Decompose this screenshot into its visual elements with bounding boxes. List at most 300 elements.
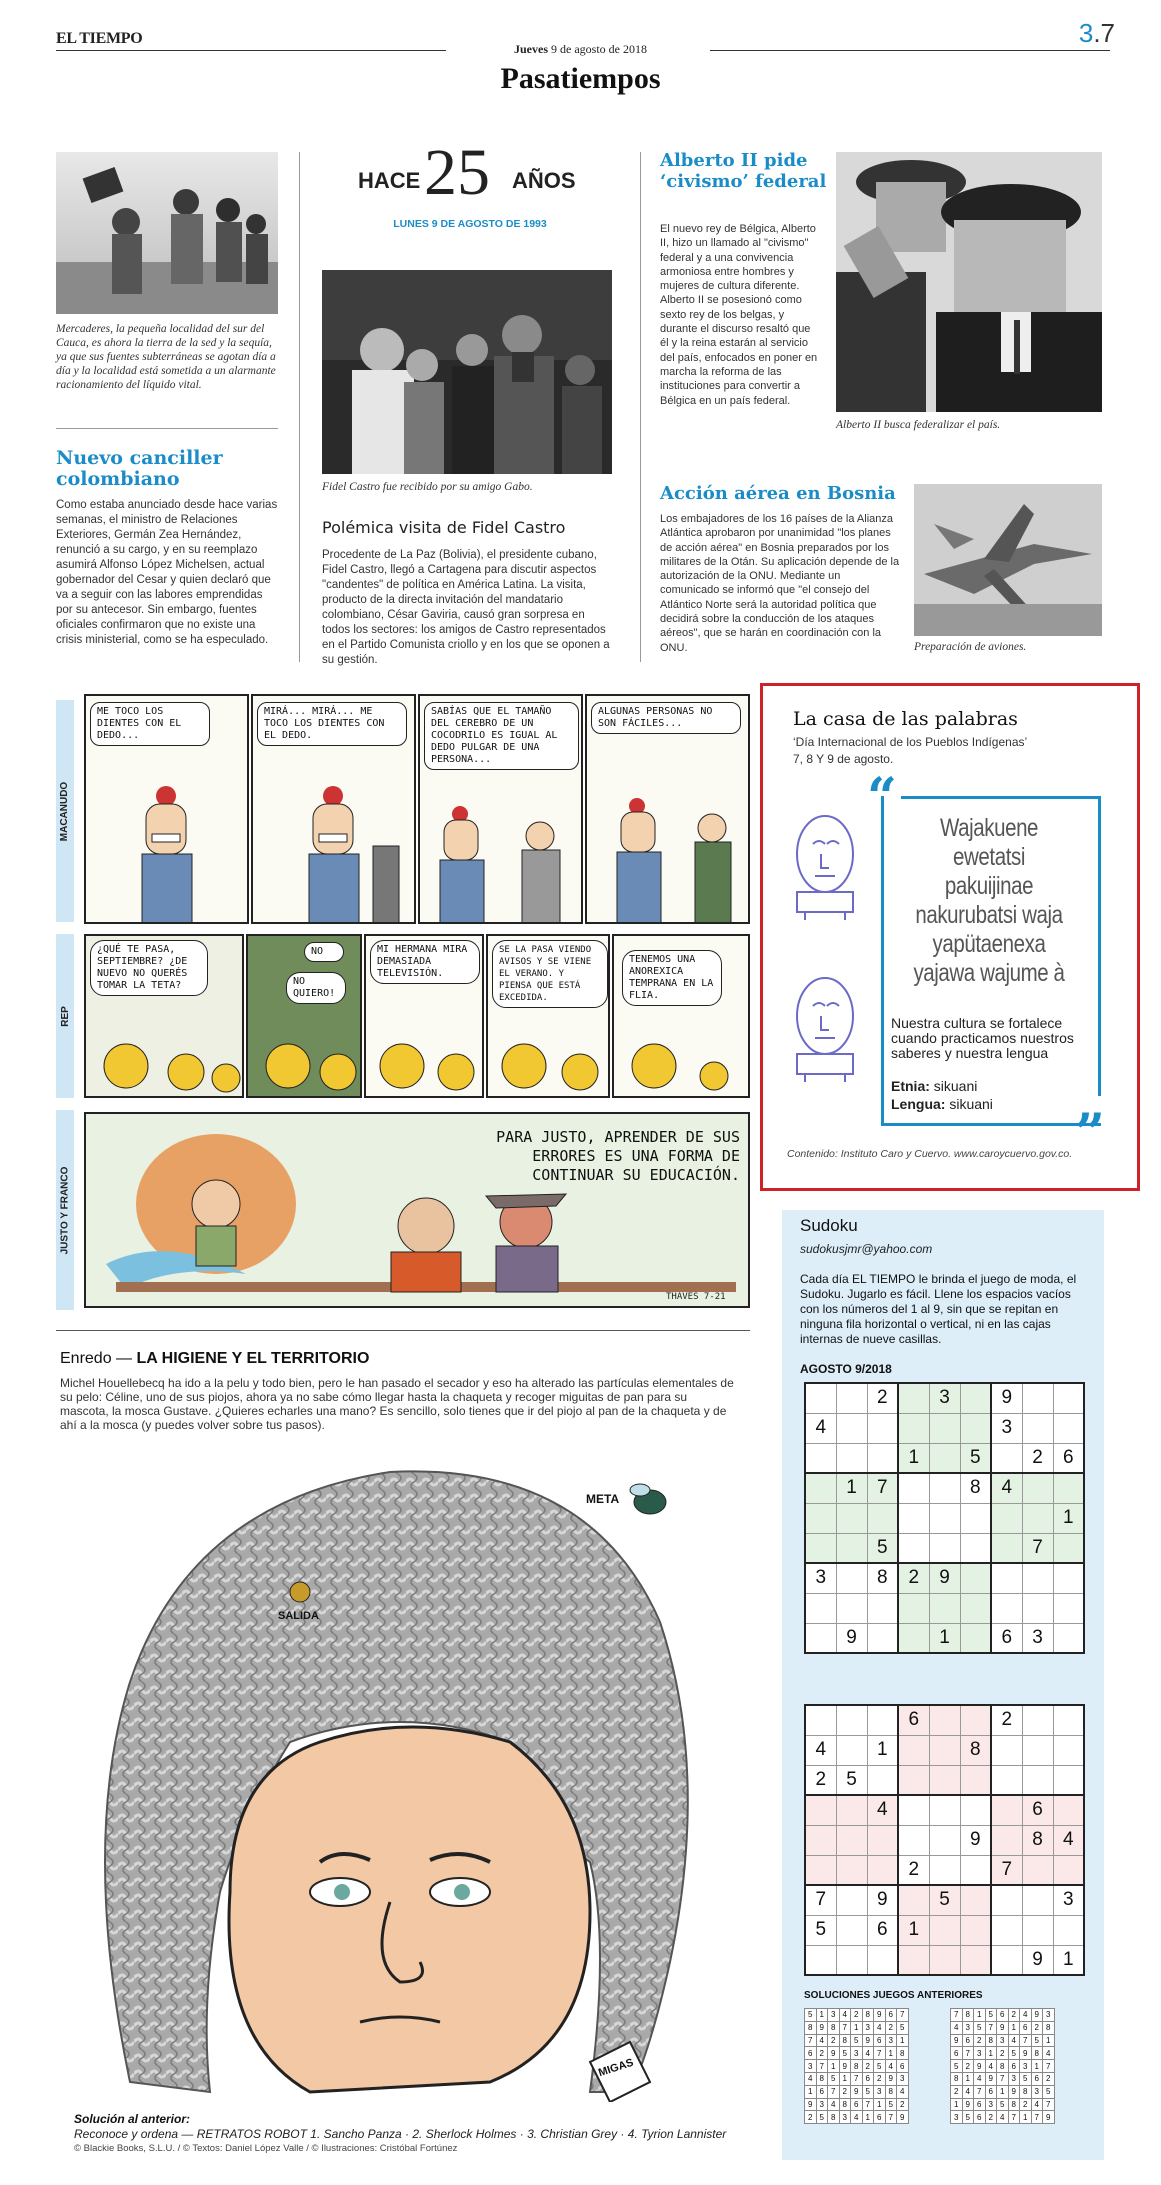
page-number	[1079, 18, 1115, 49]
sudoku-cell[interactable]: 1	[898, 1443, 929, 1473]
solution-cell: 7	[897, 2009, 909, 2022]
bosnia-photo	[914, 484, 1102, 636]
solution-cell: 4	[997, 2111, 1009, 2124]
sudoku-cell[interactable]	[991, 1593, 1022, 1623]
sudoku-cell[interactable]	[1053, 1383, 1084, 1413]
sudoku-cell[interactable]	[960, 1413, 991, 1443]
hace-25-anos	[320, 136, 620, 212]
sudoku-cell[interactable]	[805, 1623, 836, 1653]
sudoku-cell[interactable]	[991, 1915, 1022, 1945]
sudoku-cell[interactable]	[1053, 1765, 1084, 1795]
sudoku-cell[interactable]	[991, 1533, 1022, 1563]
alberto-headline: Alberto II pide ‘civismo’ federal	[660, 150, 827, 192]
sudoku-cell[interactable]: 5	[960, 1443, 991, 1473]
sudoku-cell[interactable]: 5	[805, 1915, 836, 1945]
sudoku-cell[interactable]	[805, 1443, 836, 1473]
sudoku-cell[interactable]: 9	[960, 1825, 991, 1855]
sudoku-cell[interactable]	[960, 1383, 991, 1413]
lengua-label: Lengua:	[891, 1096, 946, 1112]
sudoku-cell[interactable]	[836, 1915, 867, 1945]
sudoku-cell[interactable]	[929, 1473, 960, 1503]
solution-cell: 6	[851, 2098, 863, 2111]
sudoku-cell[interactable]	[991, 1825, 1022, 1855]
sudoku-cell[interactable]: 2	[1022, 1443, 1053, 1473]
solution-cell: 8	[828, 2021, 840, 2034]
solution-cell: 7	[1031, 2111, 1043, 2124]
sudoku-cell[interactable]	[836, 1503, 867, 1533]
sudoku-cell[interactable]	[898, 1503, 929, 1533]
sudoku-cell[interactable]: 5	[836, 1765, 867, 1795]
sudoku-cell[interactable]	[898, 1765, 929, 1795]
sudoku-cell[interactable]	[836, 1735, 867, 1765]
sudoku-cell[interactable]	[991, 1503, 1022, 1533]
sudoku-cell[interactable]	[1053, 1533, 1084, 1563]
sudoku-cell[interactable]	[929, 1765, 960, 1795]
sudoku-cell[interactable]	[1053, 1705, 1084, 1735]
solution-cell: 7	[985, 2021, 997, 2034]
solution-cell: 3	[805, 2060, 817, 2073]
solution-cell: 7	[839, 2021, 851, 2034]
solution-cell: 1	[1031, 2060, 1043, 2073]
solution-cell: 5	[951, 2060, 963, 2073]
macanudo-label-bar	[56, 700, 74, 922]
solution-cell: 4	[974, 2072, 986, 2085]
sudoku-cell[interactable]: 3	[1022, 1623, 1053, 1653]
sudoku-cell[interactable]: 1	[1053, 1945, 1084, 1975]
sudoku-cell[interactable]	[960, 1855, 991, 1885]
sudoku-cell[interactable]	[991, 1945, 1022, 1975]
solution-cell: 9	[885, 2072, 897, 2085]
solution-cell-row	[805, 2034, 909, 2047]
sudoku-cell[interactable]	[1053, 1855, 1084, 1885]
sudoku-cell[interactable]	[929, 1593, 960, 1623]
sudoku-cell[interactable]	[805, 1825, 836, 1855]
sudoku-cell[interactable]	[1022, 1473, 1053, 1503]
solution-cell: 8	[839, 2098, 851, 2111]
sudoku-cell[interactable]: 3	[929, 1383, 960, 1413]
solution-cell: 2	[805, 2111, 817, 2124]
sudoku-cell[interactable]	[898, 1413, 929, 1443]
solution-cell-row	[951, 2060, 1055, 2073]
solution-cell: 3	[985, 2098, 997, 2111]
maze-illustration	[70, 1442, 710, 2102]
sudoku-grid-2[interactable]	[804, 1704, 1085, 1976]
sudoku-cell[interactable]: 9	[929, 1563, 960, 1593]
sudoku-cell[interactable]	[929, 1855, 960, 1885]
sudoku-cell[interactable]	[929, 1443, 960, 1473]
sudoku-cell[interactable]	[1022, 1765, 1053, 1795]
solution-cell: 2	[1043, 2072, 1055, 2085]
sudoku-cell[interactable]	[836, 1563, 867, 1593]
hace-date: LUNES 9 DE AGOSTO DE 1993	[393, 218, 547, 230]
macanudo-bubble-4: ALGUNAS PERSONAS NO SON FÁCILES...	[591, 702, 741, 734]
sudoku-cell[interactable]	[991, 1765, 1022, 1795]
solution-cell: 9	[1020, 2047, 1032, 2060]
sudoku-cell[interactable]	[1053, 1915, 1084, 1945]
enredo-top-rule	[56, 1330, 750, 1331]
sudoku-cell[interactable]	[1053, 1473, 1084, 1503]
left-divider	[56, 428, 278, 429]
solution-cell: 9	[805, 2098, 817, 2111]
solution-cell: 5	[862, 2085, 874, 2098]
sudoku-cell[interactable]: 1	[898, 1915, 929, 1945]
sudoku-cell[interactable]: 4	[805, 1413, 836, 1443]
rep-bubble-5: SE LA PASA VIENDO AVISOS Y SE VIENE EL VERANO. Y PIENSA QUE ESTÁ EXCEDIDA.	[492, 940, 608, 1008]
solution-cell: 6	[1031, 2072, 1043, 2085]
sudoku-cell[interactable]: 7	[867, 1473, 898, 1503]
sudoku-cell[interactable]	[898, 1533, 929, 1563]
sudoku-cell[interactable]	[805, 1383, 836, 1413]
bosnia-headline: Acción aérea en Bosnia	[660, 483, 896, 504]
rep-characters-2	[248, 1022, 362, 1098]
sudoku-cell[interactable]	[929, 1915, 960, 1945]
sudoku-cell[interactable]	[1022, 1705, 1053, 1735]
sudoku-cell[interactable]	[1022, 1915, 1053, 1945]
sudoku-cell[interactable]: 6	[898, 1705, 929, 1735]
drought-photo	[56, 152, 278, 314]
solution-cell: 2	[997, 2047, 1009, 2060]
solution-cell: 5	[816, 2111, 828, 2124]
justo-strip	[84, 1112, 750, 1308]
sudoku-cell[interactable]	[1053, 1593, 1084, 1623]
sudoku-cell[interactable]	[805, 1945, 836, 1975]
solution-cell: 7	[1020, 2034, 1032, 2047]
solution-cell: 6	[874, 2034, 886, 2047]
date-rest: 9 de agosto de 2018	[548, 42, 647, 56]
sudoku-cell[interactable]	[960, 1593, 991, 1623]
sudoku-cell[interactable]	[867, 1503, 898, 1533]
sudoku-cell[interactable]	[898, 1623, 929, 1653]
rep-characters-4	[488, 1022, 610, 1098]
sudoku-cell[interactable]: 9	[991, 1383, 1022, 1413]
sudoku-cell[interactable]	[929, 1503, 960, 1533]
sudoku-cell[interactable]	[898, 1473, 929, 1503]
sudoku-cell[interactable]: 2	[991, 1705, 1022, 1735]
solution-cell: 9	[816, 2021, 828, 2034]
sudoku-cell[interactable]	[898, 1885, 929, 1915]
casa-subtitle: ‘Día Internacional de los Pueblos Indígenas’	[793, 735, 1028, 749]
sudoku-cell[interactable]: 8	[960, 1735, 991, 1765]
solution-cell: 2	[874, 2072, 886, 2085]
sudoku-cell[interactable]: 2	[805, 1765, 836, 1795]
solution-cell: 1	[997, 2085, 1009, 2098]
solution-cell-row	[805, 2098, 909, 2111]
rep-panel-3	[364, 934, 484, 1098]
quote-frame-right	[1098, 796, 1101, 1096]
sudoku-cell[interactable]: 5	[929, 1885, 960, 1915]
sudoku-cell[interactable]	[929, 1413, 960, 1443]
sudoku-cell[interactable]	[960, 1795, 991, 1825]
sudoku-grid-1[interactable]	[804, 1382, 1085, 1654]
solution-heading: Solución al anterior:	[74, 2112, 191, 2126]
rep-label: REP	[59, 1005, 71, 1027]
sudoku-cell-row	[805, 1503, 1084, 1533]
page-number-page: .7	[1093, 18, 1115, 48]
sudoku-cell-row	[805, 1855, 1084, 1885]
solution-cell: 4	[885, 2060, 897, 2073]
sudoku-cell[interactable]	[898, 1945, 929, 1975]
sudoku-cell-row	[805, 1593, 1084, 1623]
sudoku-cell[interactable]: 9	[1022, 1945, 1053, 1975]
figure-icon-bottom	[785, 970, 865, 1085]
sudoku-cell[interactable]	[836, 1533, 867, 1563]
sudoku-cell[interactable]	[960, 1563, 991, 1593]
sudoku-cell[interactable]	[1053, 1795, 1084, 1825]
solution-cell: 1	[828, 2060, 840, 2073]
sudoku-cell[interactable]	[805, 1533, 836, 1563]
sudoku-cell[interactable]: 6	[1053, 1443, 1084, 1473]
sudoku-cell[interactable]: 8	[960, 1473, 991, 1503]
alberto-photo	[836, 152, 1102, 412]
sudoku-cell[interactable]: 7	[991, 1855, 1022, 1885]
sudoku-cell[interactable]	[836, 1795, 867, 1825]
sudoku-cell[interactable]	[960, 1945, 991, 1975]
quote-frame-top	[901, 796, 1101, 799]
sudoku-cell-row	[805, 1623, 1084, 1653]
sudoku-cell[interactable]	[929, 1945, 960, 1975]
sudoku-cell[interactable]	[836, 1413, 867, 1443]
sudoku-cell[interactable]: 2	[898, 1563, 929, 1593]
sudoku-cell[interactable]: 3	[991, 1413, 1022, 1443]
solution-cell: 9	[962, 2098, 974, 2111]
solution-cell: 2	[951, 2085, 963, 2098]
solution-cell: 1	[862, 2111, 874, 2124]
sudoku-cell[interactable]: 9	[836, 1623, 867, 1653]
sudoku-cell[interactable]	[991, 1443, 1022, 1473]
sudoku-cell[interactable]	[836, 1593, 867, 1623]
sudoku-cell[interactable]	[898, 1795, 929, 1825]
sudoku-cell-row	[805, 1825, 1084, 1855]
solution-cell: 8	[1043, 2021, 1055, 2034]
sudoku-cell[interactable]	[960, 1915, 991, 1945]
solution-cell: 6	[962, 2034, 974, 2047]
sudoku-cell[interactable]: 6	[867, 1915, 898, 1945]
solution-cell-row	[805, 2060, 909, 2073]
sudoku-cell[interactable]	[960, 1885, 991, 1915]
sudoku-cell[interactable]: 1	[836, 1473, 867, 1503]
sudoku-cell[interactable]: 1	[929, 1623, 960, 1653]
sudoku-cell[interactable]: 4	[1053, 1825, 1084, 1855]
sudoku-cell[interactable]: 5	[867, 1533, 898, 1563]
solution-cell: 6	[974, 2111, 986, 2124]
close-quote: ”	[1075, 1103, 1105, 1164]
solution-cell: 2	[1031, 2021, 1043, 2034]
solution-cell: 1	[951, 2098, 963, 2111]
solution-cell-row	[951, 2085, 1055, 2098]
solution-grid-1	[804, 2008, 909, 2124]
sudoku-cell[interactable]	[1022, 1503, 1053, 1533]
lengua-value: sikuani	[945, 1096, 993, 1112]
sudoku-cell[interactable]	[1022, 1885, 1053, 1915]
sudoku-cell[interactable]: 7	[1022, 1533, 1053, 1563]
sudoku-cell[interactable]	[805, 1855, 836, 1885]
sudoku-cell[interactable]	[1053, 1413, 1084, 1443]
sudoku-cell-row	[805, 1735, 1084, 1765]
sudoku-cell[interactable]: 4	[805, 1735, 836, 1765]
solution-cell: 7	[862, 2098, 874, 2111]
solution-cell: 1	[1020, 2111, 1032, 2124]
sudoku-cell[interactable]	[867, 1593, 898, 1623]
sudoku-cell[interactable]	[1022, 1413, 1053, 1443]
solution-cell: 4	[985, 2060, 997, 2073]
solution-cell-row	[805, 2021, 909, 2034]
sudoku-cell[interactable]	[867, 1825, 898, 1855]
solution-cell: 2	[1008, 2009, 1020, 2022]
sudoku-cell[interactable]	[867, 1705, 898, 1735]
solution-cell: 8	[951, 2072, 963, 2085]
bosnia-caption: Preparación de aviones.	[914, 641, 1027, 653]
solution-cell: 5	[985, 2009, 997, 2022]
sudoku-cell[interactable]	[867, 1623, 898, 1653]
sudoku-cell[interactable]: 1	[1053, 1503, 1084, 1533]
solution-cell: 9	[974, 2060, 986, 2073]
solution-cell: 4	[805, 2072, 817, 2085]
sudoku-cell[interactable]	[960, 1533, 991, 1563]
solution-cell: 7	[874, 2047, 886, 2060]
sudoku-cell[interactable]: 4	[867, 1795, 898, 1825]
section-title: Pasatiempos	[500, 62, 661, 95]
solution-cell: 1	[1043, 2034, 1055, 2047]
sudoku-cell[interactable]	[929, 1533, 960, 1563]
solution-cell: 2	[974, 2034, 986, 2047]
solution-cell: 5	[974, 2021, 986, 2034]
solution-cell: 3	[874, 2085, 886, 2098]
etnia-label: Etnia:	[891, 1078, 930, 1094]
rep-characters-1	[86, 1022, 244, 1098]
sudoku-cell[interactable]: 1	[867, 1735, 898, 1765]
justo-label: JUSTO Y FRANCO	[59, 1166, 71, 1254]
sudoku-cell[interactable]	[898, 1825, 929, 1855]
macanudo-character-4	[597, 796, 747, 924]
sudoku-cell[interactable]	[898, 1735, 929, 1765]
sudoku-cell[interactable]	[929, 1705, 960, 1735]
column-rule-1	[299, 152, 300, 662]
solution-cell: 4	[816, 2034, 828, 2047]
sudoku-cell[interactable]	[960, 1705, 991, 1735]
sudoku-cell[interactable]	[929, 1735, 960, 1765]
sudoku-cell[interactable]	[836, 1885, 867, 1915]
sudoku-cell[interactable]	[836, 1855, 867, 1885]
sudoku-cell[interactable]	[805, 1795, 836, 1825]
sudoku-cell[interactable]	[1053, 1563, 1084, 1593]
solution-cell: 3	[851, 2047, 863, 2060]
sudoku-cell[interactable]	[867, 1443, 898, 1473]
sudoku-cell[interactable]: 6	[991, 1623, 1022, 1653]
solution-cell: 2	[885, 2021, 897, 2034]
sudoku-cell[interactable]	[991, 1735, 1022, 1765]
solution-cell-row	[805, 2047, 909, 2060]
alberto-caption: Alberto II busca federalizar el país.	[836, 419, 1001, 431]
solution-cell-row	[805, 2072, 909, 2085]
solution-cell: 7	[1043, 2060, 1055, 2073]
sudoku-cell[interactable]	[1022, 1855, 1053, 1885]
solution-cell: 6	[951, 2047, 963, 2060]
sudoku-cell[interactable]	[1022, 1593, 1053, 1623]
solution-cell: 3	[828, 2009, 840, 2022]
sudoku-cell[interactable]	[991, 1795, 1022, 1825]
solution-cell: 9	[897, 2111, 909, 2124]
rep-label-bar	[56, 934, 74, 1098]
translation: Nuestra cultura se fortalece cuando practicamos nuestros saberes y nuestra lengua	[891, 1015, 1074, 1061]
sudoku-cell[interactable]: 8	[867, 1563, 898, 1593]
sudoku-cell[interactable]	[867, 1945, 898, 1975]
sudoku-cell[interactable]: 6	[1022, 1795, 1053, 1825]
sudoku-cell[interactable]	[898, 1383, 929, 1413]
sudoku-cell[interactable]	[867, 1855, 898, 1885]
sudoku-cell[interactable]: 3	[1053, 1885, 1084, 1915]
sudoku-cell[interactable]	[1053, 1735, 1084, 1765]
sudoku-cell[interactable]	[1022, 1383, 1053, 1413]
sudoku-cell[interactable]: 2	[867, 1383, 898, 1413]
solution-cell: 9	[828, 2047, 840, 2060]
sudoku-cell[interactable]: 9	[867, 1885, 898, 1915]
solution-cell: 4	[839, 2009, 851, 2022]
sudoku-cell[interactable]	[836, 1825, 867, 1855]
sudoku-cell[interactable]: 4	[991, 1473, 1022, 1503]
sudoku-cell[interactable]	[836, 1945, 867, 1975]
sudoku-cell[interactable]	[867, 1765, 898, 1795]
solution-cell: 4	[862, 2047, 874, 2060]
hace-label: HACE	[358, 168, 421, 193]
sudoku-cell[interactable]	[867, 1413, 898, 1443]
sudoku-cell[interactable]	[1022, 1735, 1053, 1765]
sudoku-cell[interactable]	[991, 1563, 1022, 1593]
solution-cell-row	[951, 2072, 1055, 2085]
sudoku-cell[interactable]	[898, 1593, 929, 1623]
solution-cell: 4	[874, 2021, 886, 2034]
dateline	[0, 42, 1161, 57]
macanudo-character-3	[430, 806, 580, 924]
solution-cell: 2	[828, 2034, 840, 2047]
solution-cell: 8	[985, 2034, 997, 2047]
sudoku-cell[interactable]	[991, 1885, 1022, 1915]
sudoku-cell[interactable]	[1053, 1623, 1084, 1653]
sudoku-cell[interactable]	[929, 1825, 960, 1855]
lengua-line	[891, 1096, 993, 1112]
sudoku-cell[interactable]	[929, 1795, 960, 1825]
sudoku-cell[interactable]	[805, 1593, 836, 1623]
sudoku-cell[interactable]	[805, 1503, 836, 1533]
rep-characters-5	[614, 1022, 750, 1098]
solution-cell: 5	[839, 2047, 851, 2060]
sudoku-cell[interactable]: 2	[898, 1855, 929, 1885]
enredo-title-prefix: Enredo —	[60, 1350, 137, 1367]
sudoku-cell[interactable]: 3	[805, 1563, 836, 1593]
sudoku-cell[interactable]	[836, 1705, 867, 1735]
sudoku-cell[interactable]	[960, 1503, 991, 1533]
sudoku-cell[interactable]	[805, 1473, 836, 1503]
solution-cell: 7	[885, 2111, 897, 2124]
sudoku-cell[interactable]	[805, 1705, 836, 1735]
sudoku-cell[interactable]: 8	[1022, 1825, 1053, 1855]
macanudo-label: MACANUDO	[59, 781, 71, 841]
sudoku-cell[interactable]	[836, 1443, 867, 1473]
sudoku-cell[interactable]: 7	[805, 1885, 836, 1915]
solution-cell: 1	[962, 2072, 974, 2085]
sudoku-cell[interactable]	[836, 1383, 867, 1413]
solution-cell: 1	[805, 2085, 817, 2098]
date-day: Jueves	[514, 42, 548, 56]
solution-cell: 5	[1020, 2072, 1032, 2085]
solution-cell: 9	[951, 2034, 963, 2047]
sudoku-cell[interactable]	[960, 1623, 991, 1653]
casa-credit: Contenido: Instituto Caro y Cuervo. www.caroycuervo.gov.co.	[787, 1148, 1073, 1160]
sudoku-cell[interactable]	[1022, 1563, 1053, 1593]
canciller-body: Como estaba anunciado desde hace varias semanas, el ministro de Relaciones Exteriores, Germán Zea Hernández, renunció a su cargo, y en su reemplazo asumirá Alfonso López Michelsen, actual gobernador del Cesar y quien declaró que va a seguir con las labores emprendidas por su antecesor. Sin embargo, fuentes oficiales confirmaron que no existe una crisis ministerial, como se ha especulado.	[56, 499, 278, 646]
justo-signature: THAVES 7-21	[666, 1292, 726, 1302]
sudoku-cell[interactable]	[960, 1765, 991, 1795]
solution-cell: 9	[862, 2034, 874, 2047]
